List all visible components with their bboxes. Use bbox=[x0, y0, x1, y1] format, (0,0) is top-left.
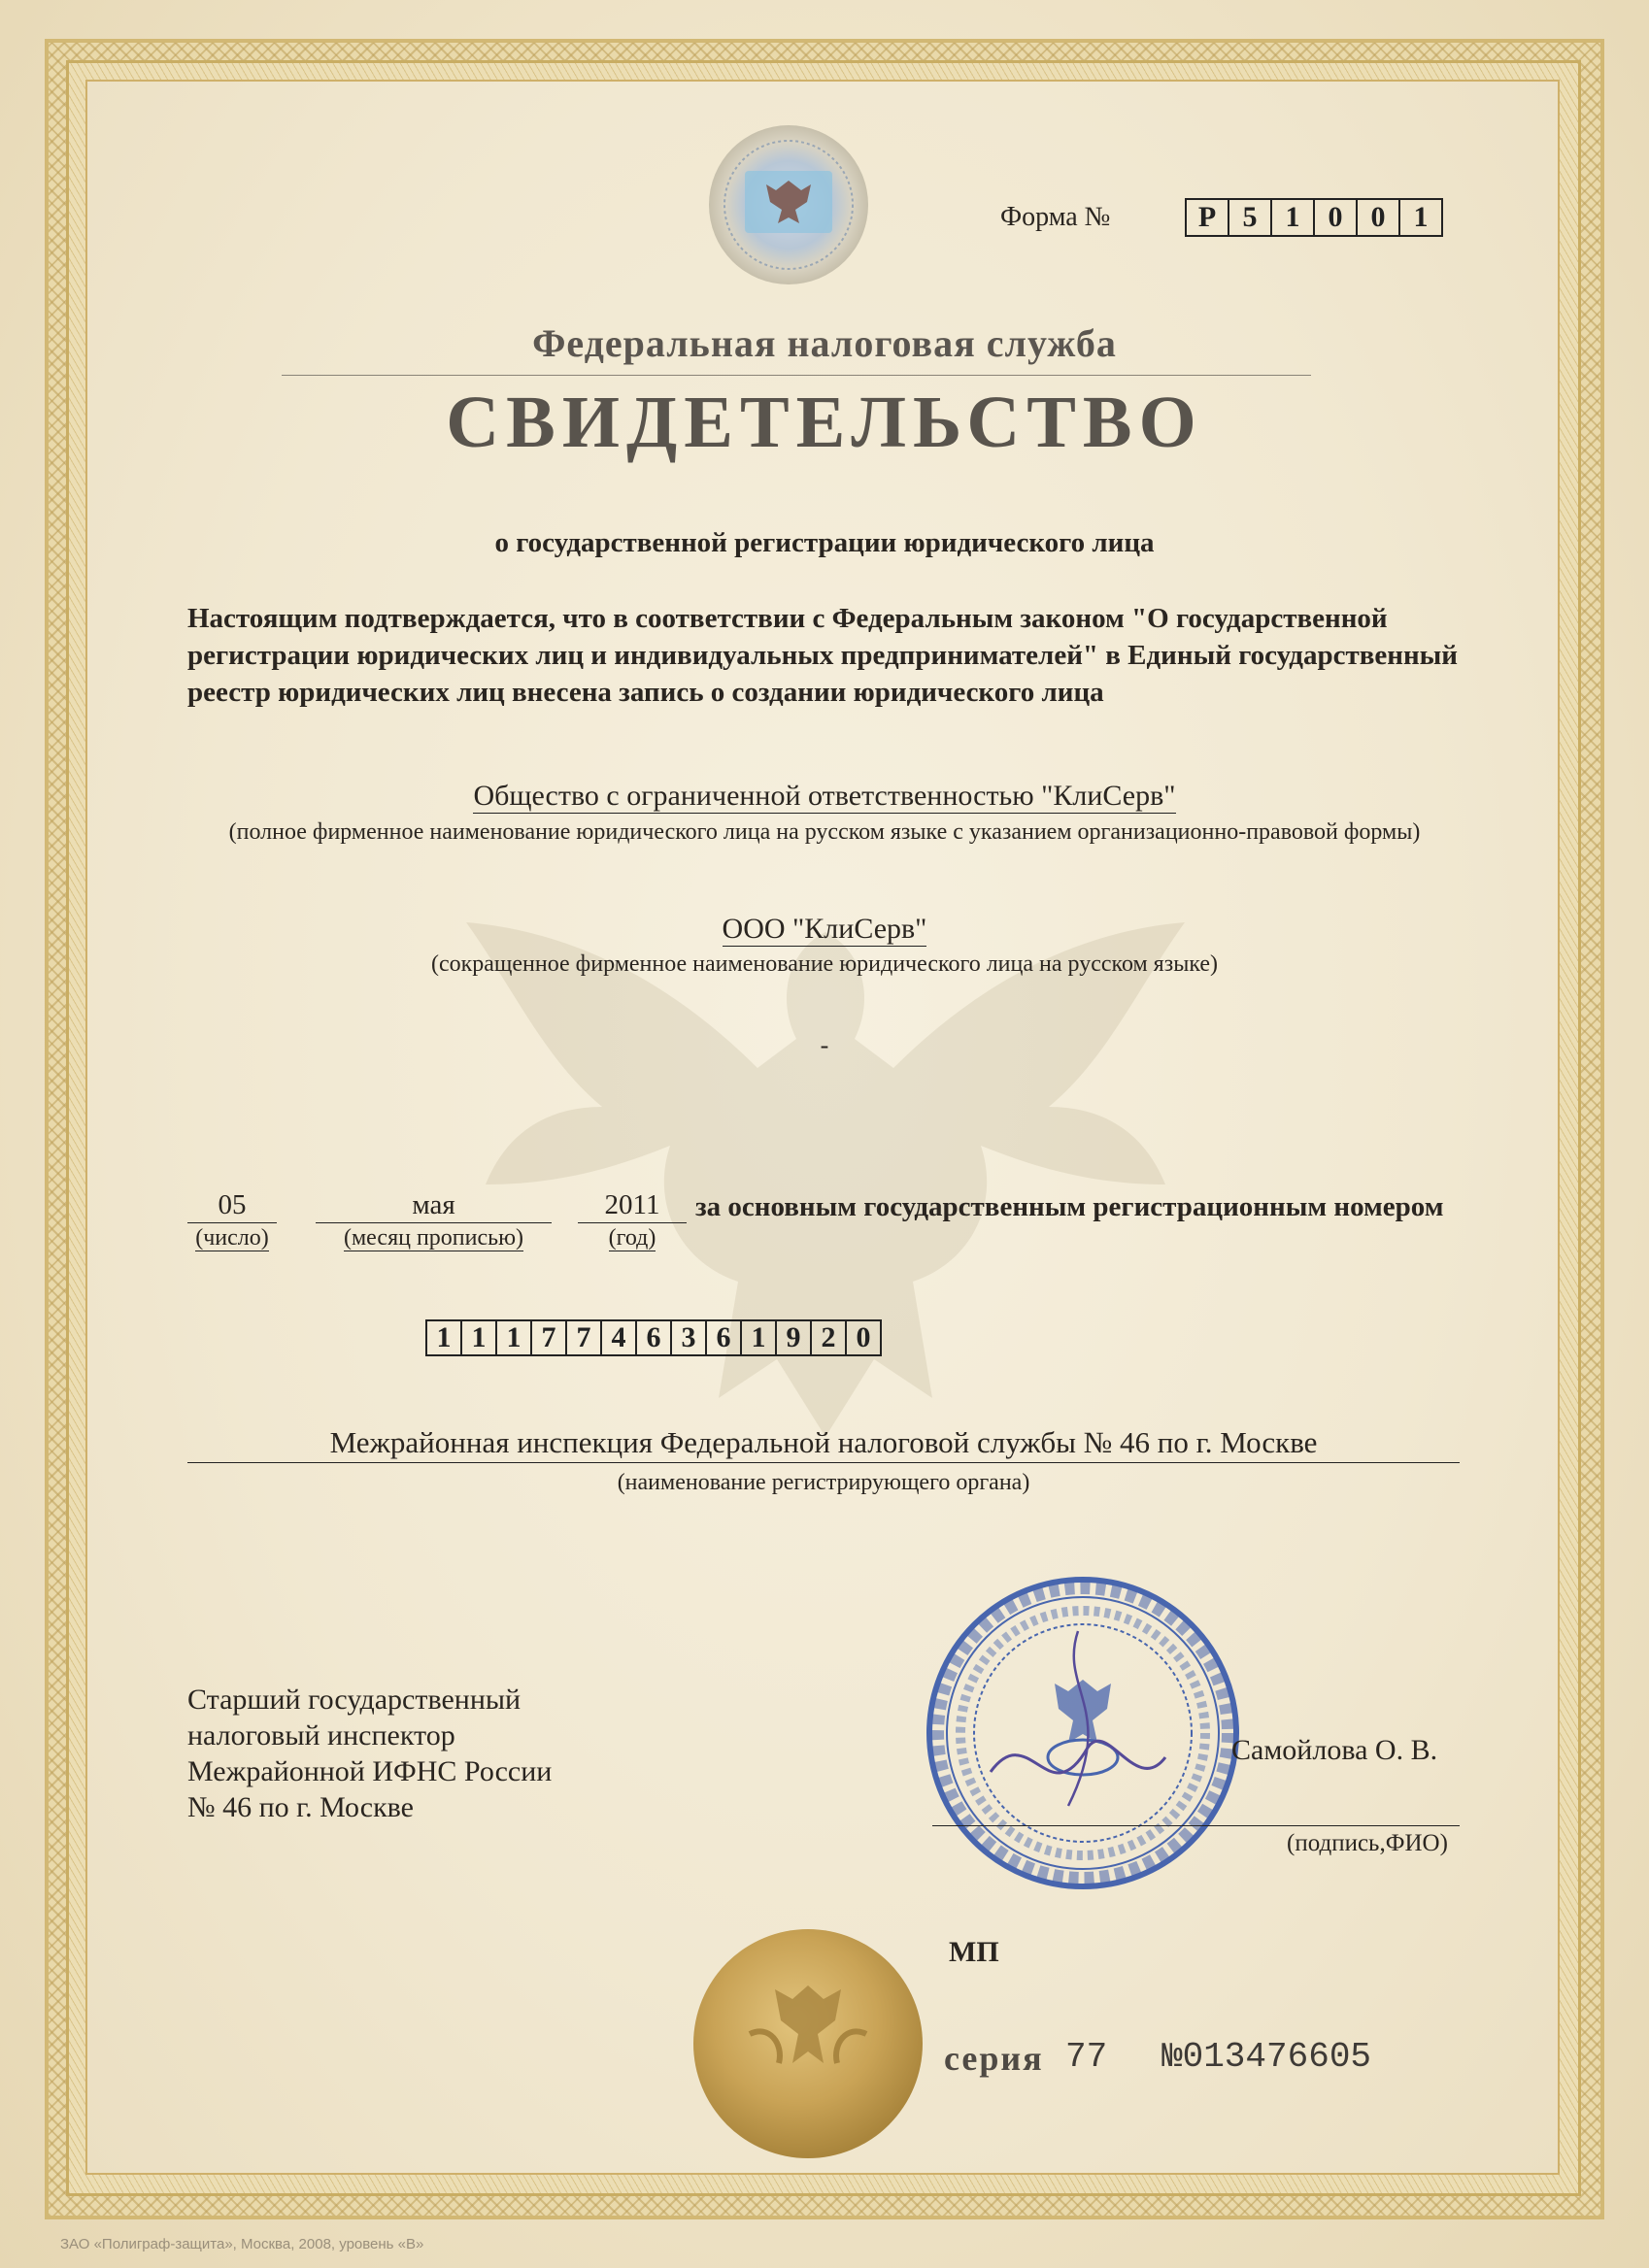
ogrn-digit: 1 bbox=[425, 1319, 462, 1356]
ogrn-digit: 2 bbox=[810, 1319, 847, 1356]
seal-place-label: МП bbox=[949, 1936, 999, 1968]
ogrn-label: за основным государственным регистрационным номером bbox=[695, 1191, 1444, 1222]
ogrn-digit: 4 bbox=[600, 1319, 637, 1356]
ogrn-digit: 3 bbox=[670, 1319, 707, 1356]
form-code-cells bbox=[1187, 198, 1443, 237]
company-full-name bbox=[146, 780, 1503, 813]
confirmation-paragraph: Настоящим подтверждается, что в соответствии с Федеральным законом "О государственной регистрации юридических лиц и индивидуальных предпринимателей" в Единый государственный реестр юридических лиц внесена запись о создании юридического лица bbox=[187, 603, 1459, 708]
form-number-label: Форма № bbox=[1000, 202, 1111, 232]
month-caption-text: (месяц прописью) bbox=[343, 1225, 523, 1251]
signatory-name: Самойлова О. В. bbox=[1231, 1734, 1438, 1766]
ogrn-digit: 1 bbox=[460, 1319, 497, 1356]
form-code-cell: Р bbox=[1185, 198, 1229, 237]
official-stamp-icon bbox=[923, 1573, 1243, 1893]
agency-title: Федеральная налоговая служба bbox=[532, 321, 1117, 365]
signature-line bbox=[932, 1825, 1460, 1826]
ogrn-digit: 6 bbox=[705, 1319, 742, 1356]
inspector-position-line: Старший государственный bbox=[187, 1684, 522, 1716]
inspector-position bbox=[187, 1682, 692, 1825]
registering-authority: Межрайонная инспекция Федеральной налоговой службы № 46 по г. Москве bbox=[187, 1425, 1460, 1463]
hologram-emblem-icon bbox=[706, 122, 871, 287]
company-short-name-value: ООО "КлиСерв" bbox=[722, 913, 927, 945]
year-caption bbox=[578, 1225, 687, 1251]
document-title: СВИДЕТЕЛЬСТВО bbox=[446, 382, 1203, 463]
title-divider bbox=[282, 375, 1311, 376]
series-label: серия bbox=[944, 2039, 1044, 2078]
day-caption bbox=[187, 1225, 277, 1251]
ogrn-cells bbox=[427, 1319, 882, 1356]
registration-day: 05 bbox=[187, 1187, 277, 1223]
inspector-position-line: налоговый инспектор bbox=[187, 1719, 455, 1751]
short-name-caption: (сокращенное фирменное наименование юридического лица на русском языке) bbox=[430, 951, 1219, 977]
ogrn-digit: 7 bbox=[530, 1319, 567, 1356]
ogrn-digit: 1 bbox=[495, 1319, 532, 1356]
inspector-position-line: № 46 по г. Москве bbox=[187, 1791, 414, 1823]
full-name-caption: (полное фирменное наименование юридического лица на русском языке с указанием организационно-правовой формы) bbox=[228, 819, 1421, 845]
month-caption bbox=[316, 1225, 552, 1251]
ogrn-digit: 6 bbox=[635, 1319, 672, 1356]
form-code-cell: 1 bbox=[1398, 198, 1443, 237]
registration-month: мая bbox=[316, 1187, 552, 1223]
ogrn-digit: 0 bbox=[845, 1319, 882, 1356]
form-code-cell: 5 bbox=[1228, 198, 1272, 237]
ogrn-digit: 9 bbox=[775, 1319, 812, 1356]
document-subtitle: о государственной регистрации юридического лица bbox=[494, 527, 1155, 558]
registration-year: 2011 bbox=[578, 1187, 687, 1223]
blank-serial-number: №013476605 bbox=[1161, 2037, 1372, 2077]
day-caption-text: (число) bbox=[195, 1225, 269, 1251]
company-full-name-value: Общество с ограниченной ответственностью "КлиСерв" bbox=[473, 780, 1176, 812]
company-short-name bbox=[146, 913, 1503, 946]
year-caption-text: (год) bbox=[608, 1225, 656, 1251]
foreign-name-placeholder: - bbox=[820, 1031, 829, 1059]
series-number: 77 bbox=[1065, 2037, 1108, 2077]
printer-imprint: ЗАО «Полиграф-защита», Москва, 2008, уровень «В» bbox=[60, 2236, 424, 2252]
ogrn-digit: 1 bbox=[740, 1319, 777, 1356]
ogrn-digit: 7 bbox=[565, 1319, 602, 1356]
form-code-cell: 0 bbox=[1313, 198, 1358, 237]
authority-caption: (наименование регистрирующего органа) bbox=[617, 1470, 1030, 1495]
form-code-cell: 0 bbox=[1356, 198, 1400, 237]
signature-caption: (подпись,ФИО) bbox=[1287, 1830, 1448, 1856]
inspector-position-line: Межрайонной ИФНС России bbox=[187, 1755, 553, 1787]
form-code-cell: 1 bbox=[1270, 198, 1315, 237]
gold-seal-icon bbox=[691, 1927, 925, 2160]
